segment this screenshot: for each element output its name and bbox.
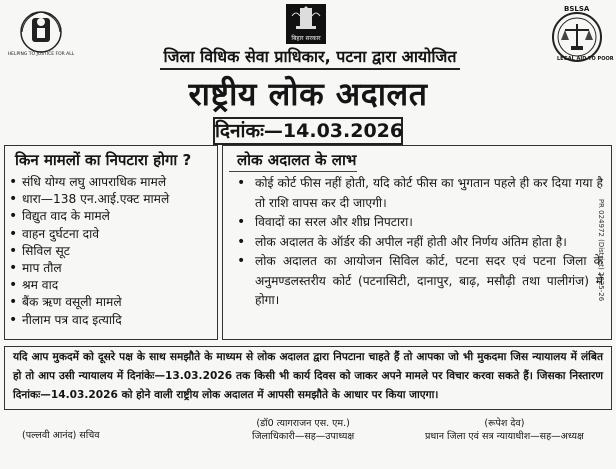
cases-heading: किन मामलों का निपटारा होगा ?: [15, 151, 192, 169]
signature-judge: [425, 417, 584, 443]
cases-list: [5, 170, 217, 329]
organizer-line: जिला विधिक सेवा प्राधिकार, पटना द्वारा आयोजित: [160, 44, 460, 70]
benefits-list: [223, 170, 611, 311]
pr-reference-text: PR 024972 (District) 2025-26: [597, 198, 605, 302]
date-value: 14.03.2026: [282, 120, 404, 142]
pr-reference: [595, 175, 607, 325]
list-item: • माप तौल: [9, 260, 217, 277]
list-item: • कोई कोर्ट फीस नहीं होती, यदि कोर्ट फीस का भुगतान पहले ही कर दिया गया है तो राशि वापस कर दी जाएगी।: [233, 174, 603, 213]
nalsa-emblem: [10, 8, 72, 66]
list-item: • वाहन दुर्घटना दावे: [9, 226, 217, 243]
cases-panel: [4, 145, 218, 340]
notice-box: यदि आप मुकदमें को दूसरे पक्ष के साथ समझौते के माध्यम से लोक अदालत द्वारा निपटाना चाहते हैं तो आपका जो भी मुकदमा जिस न्यायालय में लंबित हो तो आप उसी न्यायालय में दिनांकेः—13.03.2026 तक किसी भी कार्य दिवस को जाकर अपने मामले पर विचार करवा सकते हैं। जिसका निस्तारण दिनांकः—14.03.2026 को होने वाली राष्ट्रीय लोक अदालत में आपसी समझौते के आधार पर किया जाएगा।: [4, 346, 612, 410]
bslsa-caption: LEGAL AID TO POOR: [557, 56, 614, 62]
benefits-panel: [222, 145, 612, 340]
signature-judge-name: (रूपेश देव): [484, 418, 525, 429]
bslsa-badge: BSLSA: [564, 5, 590, 13]
list-item: • बैंक ऋण वसूली मामले: [9, 294, 217, 311]
list-item: • लोक अदालत के ऑर्डर की अपील नहीं होती और निर्णय अंतिम होता है।: [233, 233, 603, 253]
signature-secretary: (पल्लवी आनंद) सचिव: [22, 430, 100, 441]
heading-underline: [229, 171, 357, 172]
signature-dm-role: जिलाधिकारी—सह—उपाध्यक्ष: [252, 431, 355, 442]
event-date: [213, 117, 403, 145]
signature-judge-role: प्रधान जिला एवं सत्र न्यायाधीश—सह—अध्यक्ष: [425, 431, 584, 442]
bihar-govt-emblem: [286, 4, 326, 44]
signature-dm: [252, 417, 354, 443]
list-item: • विद्युत वाद के मामले: [9, 208, 217, 225]
list-item: • विवादों का सरल और शीघ्र निपटारा।: [233, 213, 603, 233]
list-item: • लोक अदालत का आयोजन सिविल कोर्ट, पटना सदर एवं पटना जिला के अनुमण्डलस्तरीय कोर्ट (पटनासिटी, दानापुर, बाढ़, मसौढ़ी तथा पालीगंज) में होगा।: [233, 252, 603, 311]
list-item: • नीलाम पत्र वाद इत्यादि: [9, 312, 217, 329]
page-title: राष्ट्रीय लोक अदालत: [188, 75, 428, 113]
date-label: दिनांकः—: [215, 120, 283, 142]
bihar-govt-caption: बिहार सरकार: [291, 35, 321, 42]
nalsa-caption: HELPING TO JUSTICE FOR ALL: [7, 52, 75, 57]
list-item: • सिविल सूट: [9, 243, 217, 260]
list-item: • श्रम वाद: [9, 277, 217, 294]
signature-dm-name: (डॉ0 त्यागराजन एस. एम.): [256, 418, 350, 429]
list-item: • संधि योग्य लघु आपराधिक मामले: [9, 174, 217, 191]
benefits-heading: लोक अदालत के लाभ: [237, 151, 357, 169]
list-item: • धारा—138 एन.आई.एक्ट मामले: [9, 191, 217, 208]
